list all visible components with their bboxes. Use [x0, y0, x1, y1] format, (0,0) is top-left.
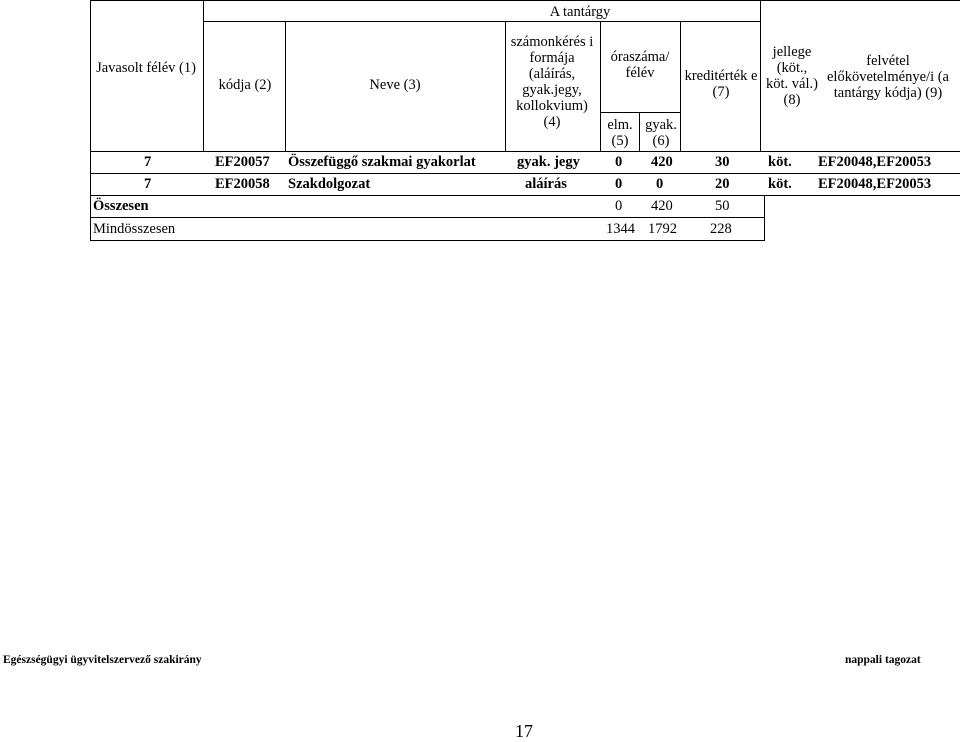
row-semester: 7: [144, 154, 152, 170]
grand-totals-lecture: 1344: [606, 221, 635, 237]
col-type-header: jellege (köt., köt. vál.) (8): [766, 44, 818, 108]
row-type: köt.: [768, 154, 792, 170]
row-prereq: EF20048,EF20053: [818, 154, 932, 170]
col-prereq-header: felvétel előkövetelménye/i (a tantárgy kódja) (9): [827, 53, 949, 101]
col-code-header: kódja (2): [218, 77, 272, 93]
grand-totals-practice: 1792: [648, 221, 677, 237]
row-exam: gyak. jegy: [517, 154, 580, 170]
row-practice: 0: [656, 176, 664, 192]
row-code: EF20058: [215, 176, 270, 192]
footer-program: Egészségügyi ügyvitelszervező szakirány: [3, 654, 202, 666]
footer-mode: nappali tagozat: [845, 654, 921, 666]
col-lecture-header: elm. (5): [607, 117, 633, 149]
col-hours-header: óraszáma/ félév: [610, 49, 670, 81]
row-name: Összefüggő szakmai gyakorlat: [288, 154, 476, 170]
totals-lecture: 0: [615, 198, 623, 214]
col-exam-header: számonkérés i formája (aláírás, gyak.jegy, kollokvium) (4): [510, 34, 594, 130]
grand-totals-label: Mindösszesen: [93, 221, 176, 237]
col-name-header: Neve (3): [369, 77, 421, 93]
row-type: köt.: [768, 176, 792, 192]
row-lecture: 0: [615, 176, 623, 192]
row-exam: aláírás: [525, 176, 567, 192]
group-title: A tantárgy: [549, 4, 611, 20]
row-practice: 420: [651, 154, 673, 170]
col-semester-header: Javasolt félév (1): [96, 60, 196, 76]
row-lecture: 0: [615, 154, 623, 170]
totals-credit: 50: [715, 198, 730, 214]
row-code: EF20057: [215, 154, 270, 170]
totals-label: Összesen: [93, 198, 149, 214]
row-semester: 7: [144, 176, 152, 192]
row-credit: 20: [715, 176, 730, 192]
totals-practice: 420: [651, 198, 673, 214]
col-credit-header: kreditérték e (7): [684, 68, 758, 100]
row-name: Szakdolgozat: [288, 176, 371, 192]
col-practice-header: gyak. (6): [645, 117, 677, 149]
row-prereq: EF20048,EF20053: [818, 176, 932, 192]
page-number: 17: [515, 721, 533, 741]
grand-totals-credit: 228: [710, 221, 732, 237]
row-credit: 30: [715, 154, 730, 170]
